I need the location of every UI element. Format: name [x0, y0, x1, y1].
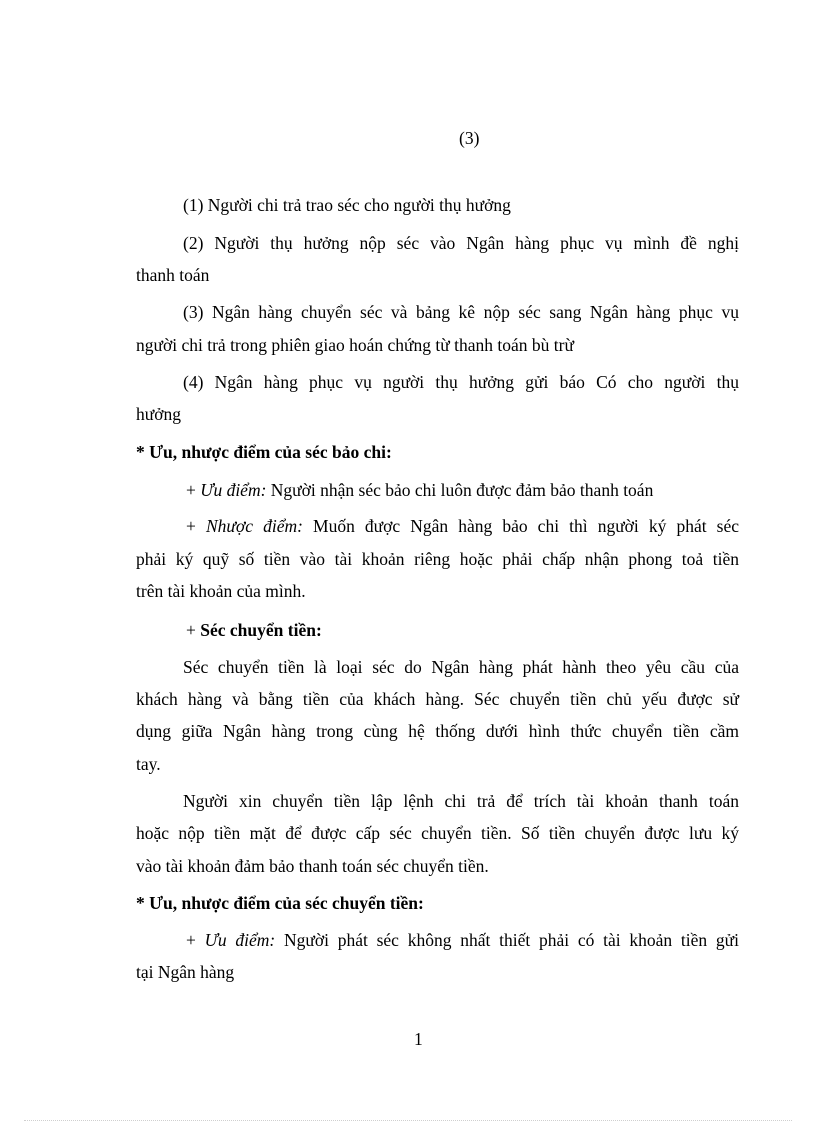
- disadvantage-label: Nhược điểm:: [205, 516, 303, 536]
- heading-chuyen-tien: * Ưu, nhược điểm của séc chuyển tiền:: [136, 893, 424, 913]
- bao-chi-disadvantage-line-2: phải ký quỹ số tiền vào tài khoản riêng hoặc phải chấp nhận phong toả tiền: [136, 549, 739, 569]
- chuyen-tien-para2-line-2: hoặc nộp tiền mặt để được cấp séc chuyển tiền. Số tiền chuyển được lưu ký: [136, 823, 739, 843]
- advantage-label: Ưu điểm:: [204, 930, 276, 950]
- step-4-line-1: (4) Ngân hàng phục vụ người thụ hưởng gửi báo Có cho người thụ: [183, 372, 739, 392]
- bullet-prefix: +: [186, 480, 201, 500]
- chuyen-tien-para1-line-1: Séc chuyển tiền là loại séc do Ngân hàng phát hành theo yêu cầu của: [183, 657, 739, 677]
- bao-chi-advantage: [186, 480, 653, 500]
- heading-bao-chi: * Ưu, nhược điểm của séc bảo chi:: [136, 442, 392, 462]
- subheading-text: Séc chuyển tiền:: [200, 620, 322, 640]
- bullet-prefix: +: [186, 930, 205, 950]
- disadvantage-text: Muốn được Ngân hàng bảo chi thì người ký phát séc: [302, 516, 739, 536]
- step-1: (1) Người chi trả trao séc cho người thụ hưởng: [183, 195, 511, 215]
- chuyen-tien-para1-line-4: tay.: [136, 754, 161, 774]
- step-3-line-2: người chi trả trong phiên giao hoán chứng từ thanh toán bù trừ: [136, 335, 574, 355]
- bao-chi-disadvantage-line-3: trên tài khoản của mình.: [136, 581, 306, 601]
- advantage-text: Người nhận séc bảo chi luôn được đảm bảo thanh toán: [266, 480, 654, 500]
- chuyen-tien-para2-line-1: Người xin chuyển tiền lập lệnh chi trả để trích tài khoản thanh toán: [183, 791, 739, 811]
- bullet-prefix: +: [186, 620, 201, 640]
- advantage-label: Ưu điểm:: [200, 480, 267, 500]
- bao-chi-disadvantage-line-1: [186, 516, 739, 536]
- chuyen-tien-para1-line-3: dụng giữa Ngân hàng trong cùng hệ thống dưới hình thức chuyển tiền cầm: [136, 721, 739, 741]
- advantage-text: Người phát séc không nhất thiết phải có tài khoản tiền gửi: [275, 930, 740, 950]
- step-2-line-2: thanh toán: [136, 265, 210, 285]
- page-number: 1: [414, 1029, 423, 1049]
- step-3-line-1: (3) Ngân hàng chuyển séc và bảng kê nộp séc sang Ngân hàng phục vụ: [183, 302, 739, 322]
- chuyen-tien-para2-line-3: vào tài khoản đảm bảo thanh toán séc chuyển tiền.: [136, 856, 489, 876]
- step-4-line-2: hưởng: [136, 404, 181, 424]
- figure-label: (3): [459, 128, 480, 148]
- chuyen-tien-para1-line-2: khách hàng và bằng tiền của khách hàng. Séc chuyển tiền chủ yếu được sử: [136, 689, 739, 709]
- chuyen-tien-advantage-line-1: [186, 930, 739, 950]
- step-2-line-1: (2) Người thụ hưởng nộp séc vào Ngân hàng phục vụ mình đề nghị: [183, 233, 739, 253]
- subheading-chuyen-tien: [186, 620, 322, 640]
- page-bottom-divider: [24, 1120, 792, 1121]
- chuyen-tien-advantage-line-2: tại Ngân hàng: [136, 962, 235, 982]
- bullet-prefix: +: [186, 516, 206, 536]
